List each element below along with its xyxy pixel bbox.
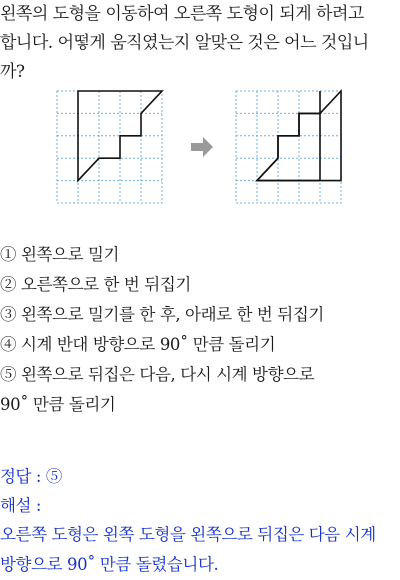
choice-text: 왼쪽으로 밀기 [20, 245, 120, 264]
right-arrow-icon [191, 137, 213, 157]
choice-4[interactable] [0, 330, 400, 360]
choice-text: 왼쪽으로 밀기를 한 후, 아래로 한 번 뒤집기 [20, 305, 324, 324]
answer-section [0, 462, 400, 580]
choice-text: 왼쪽으로 뒤집은 다음, 다시 시계 방향으로 [20, 365, 315, 384]
choice-marker: ① [0, 245, 17, 264]
explanation-label: 해설 : [0, 496, 42, 515]
choice-list [0, 240, 400, 420]
answer-label: 정답 : ⑤ [0, 467, 63, 486]
choice-text: 오른쪽으로 한 번 뒤집기 [20, 275, 191, 294]
explanation-text: 오른쪽 도형은 왼쪽 도형을 왼쪽으로 뒤집은 다음 시계 방향으로 90˚ 만큼 돌렸습니다. [0, 525, 376, 574]
choice-3[interactable] [0, 300, 400, 330]
choice-1[interactable] [0, 240, 400, 270]
choice-marker: ④ [0, 335, 17, 354]
question-text: 왼쪽의 도형을 이동하여 오른쪽 도형이 되게 하려고 합니다. 어떻게 움직였는지 알맞은 것은 어느 것입니 까? [0, 4, 369, 82]
choice-text: 시계 반대 방향으로 90˚ 만큼 돌리기 [20, 335, 276, 354]
choice-marker: ② [0, 275, 17, 294]
choice-5[interactable] [0, 360, 400, 390]
choice-2[interactable] [0, 270, 400, 300]
choice-marker: ③ [0, 305, 17, 324]
choice-marker: ⑤ [0, 365, 17, 384]
choice-5-continuation: 90˚ 만큼 돌리기 [0, 395, 116, 414]
shape-transformation-figure [0, 88, 400, 206]
